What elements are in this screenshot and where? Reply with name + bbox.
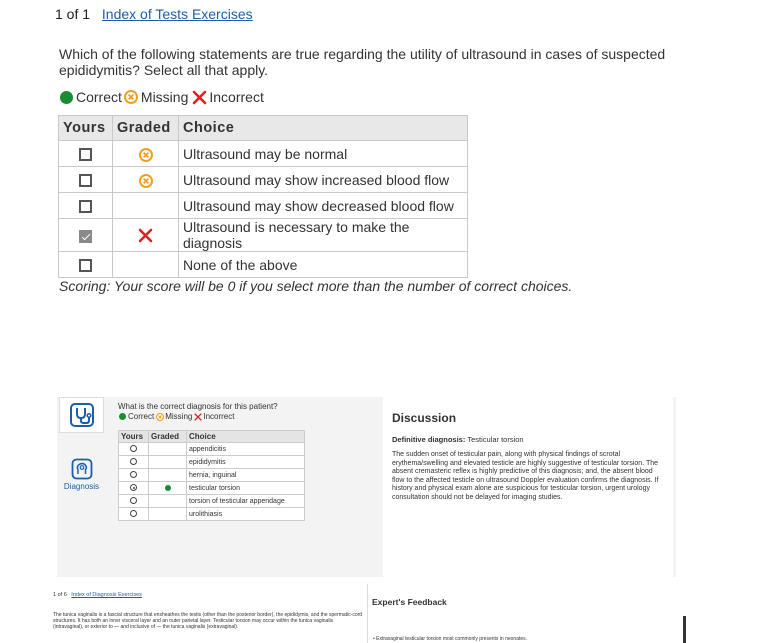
expert-feedback-bullet: • Extravaginal testicular torsion most commonly presents in neonates. xyxy=(373,636,528,642)
legend-incorrect-label: Incorrect xyxy=(209,89,264,105)
diagnosis-choice-text: epididymitis xyxy=(187,456,305,469)
legend-correct-label: Correct xyxy=(76,89,122,105)
discussion-title: Discussion xyxy=(392,411,457,425)
missing-icon xyxy=(139,174,153,188)
dx-header-graded: Graded xyxy=(149,431,187,443)
grading-legend xyxy=(60,89,264,105)
dx-legend-correct-label: Correct xyxy=(128,412,155,421)
missing-icon xyxy=(139,148,153,162)
table-row xyxy=(59,141,468,167)
diagnosis-choice-text: urolithiasis xyxy=(187,508,305,521)
header-choice: Choice xyxy=(179,116,468,141)
answer-checkbox[interactable] xyxy=(79,148,92,161)
stethoscope-tab[interactable] xyxy=(59,397,104,433)
table-row xyxy=(119,482,305,495)
column-divider xyxy=(367,584,368,643)
table-row xyxy=(119,443,305,456)
correct-dot-icon xyxy=(165,485,171,491)
table-row xyxy=(119,469,305,482)
diagnosis-head-icon xyxy=(71,458,93,480)
table-row xyxy=(59,193,468,219)
index-of-diagnosis-link[interactable]: Index of Diagnosis Exercises xyxy=(71,592,142,598)
answer-table xyxy=(58,115,468,278)
dx-legend-missing-label: Missing xyxy=(165,412,193,421)
answer-checkbox[interactable] xyxy=(79,259,92,272)
diagnosis-choice-text: testicular torsion xyxy=(187,482,305,495)
choice-text: None of the above xyxy=(179,252,468,278)
legend-missing-label: Missing xyxy=(140,89,189,105)
dx-header-yours: Yours xyxy=(119,431,149,443)
diagnosis-radio[interactable] xyxy=(130,458,137,465)
choice-text: Ultrasound may show decreased blood flow xyxy=(179,193,468,219)
choice-text: Ultrasound may be normal xyxy=(179,141,468,167)
discussion-body: The sudden onset of testicular pain, along with physical findings of scrotal erythema/swelling and elevated testicle are highly suggestive of testicular torsion. The absent cremasteric reflex is highly predictive of this diagnosis; and, the absent blood flow to the affected testicle on ultrasound Doppler evaluation confirms the diagnosis. If history and physical exam alone are suspicious for testicular torsion, urgent urology consultation should not be delayed for imaging studies. xyxy=(392,451,659,501)
exercise-nav xyxy=(55,6,253,22)
choice-text: Ultrasound is necessary to make the diagnosis xyxy=(179,219,468,252)
scrollbar[interactable] xyxy=(683,616,686,643)
answer-checkbox[interactable] xyxy=(79,174,92,187)
diagnosis-choice-text: torsion of testicular appendage xyxy=(187,495,305,508)
answer-table-header xyxy=(59,116,468,141)
missing-icon xyxy=(156,413,164,421)
dx-header-choice: Choice xyxy=(187,431,305,443)
discussion-panel xyxy=(383,397,673,577)
index-of-tests-link[interactable]: Index of Tests Exercises xyxy=(101,6,253,22)
diagnosis-tab-label: Diagnosis xyxy=(63,482,100,491)
table-row xyxy=(119,456,305,469)
diagnosis-table xyxy=(118,430,305,521)
answer-checkbox[interactable] xyxy=(79,200,92,213)
diagnosis-choice-text: hernia, inguinal xyxy=(187,469,305,482)
table-row xyxy=(59,252,468,278)
tunica-vaginalis-text: The tunica vaginalis is a fascial structure that ensheathes the testis (other than the posterior border), the epididymis, and the spermatic-cord structures. It has both an inner visceral layer and an outer parietal layer. Testicular torsion may occur within the tunica vaginalis (intravaginal), or exterior to — and inclusive of — the tunica vaginalis (extravaginal). xyxy=(53,612,363,630)
table-row xyxy=(59,167,468,193)
bottom-exercise-nav xyxy=(53,592,142,598)
incorrect-x-icon xyxy=(138,228,153,243)
definitive-diagnosis-label: Definitive diagnosis: xyxy=(392,435,466,444)
definitive-diagnosis xyxy=(392,435,664,444)
dx-legend-incorrect-label: Incorrect xyxy=(203,412,235,421)
diagnosis-legend xyxy=(119,412,234,421)
diagnosis-radio-selected[interactable] xyxy=(130,484,137,491)
header-graded: Graded xyxy=(113,116,179,141)
stethoscope-icon xyxy=(69,402,95,428)
incorrect-x-icon xyxy=(192,90,207,105)
incorrect-x-icon xyxy=(194,413,202,421)
answer-checkbox-checked[interactable] xyxy=(79,230,92,243)
diagnosis-tab[interactable] xyxy=(59,458,104,502)
diagnosis-radio[interactable] xyxy=(130,510,137,517)
exercise-counter: 1 of 1 xyxy=(55,6,91,22)
diagnosis-choice-text: appendicitis xyxy=(187,443,305,456)
question-text: Which of the following statements are true regarding the utility of ultrasound in cases of suspected epididymitis? Select all that apply. xyxy=(59,46,666,78)
expert-feedback-title: Expert's Feedback xyxy=(372,597,447,607)
table-row xyxy=(119,508,305,521)
choice-text: Ultrasound may show increased blood flow xyxy=(179,167,468,193)
header-yours: Yours xyxy=(59,116,113,141)
diagnosis-radio[interactable] xyxy=(130,445,137,452)
correct-dot-icon xyxy=(119,413,126,420)
diagnosis-radio[interactable] xyxy=(130,471,137,478)
table-row xyxy=(119,495,305,508)
scoring-note: Scoring: Your score will be 0 if you select more than the number of correct choices. xyxy=(59,278,573,294)
diagnosis-radio[interactable] xyxy=(130,497,137,504)
table-row xyxy=(59,219,468,252)
diagnosis-question: What is the correct diagnosis for this patient? xyxy=(118,402,278,411)
definitive-diagnosis-value: Testicular torsion xyxy=(467,435,524,444)
bottom-counter: 1 of 6 xyxy=(53,592,67,598)
correct-dot-icon xyxy=(60,91,73,104)
missing-icon xyxy=(124,90,138,104)
diagnosis-table-header xyxy=(119,431,305,443)
